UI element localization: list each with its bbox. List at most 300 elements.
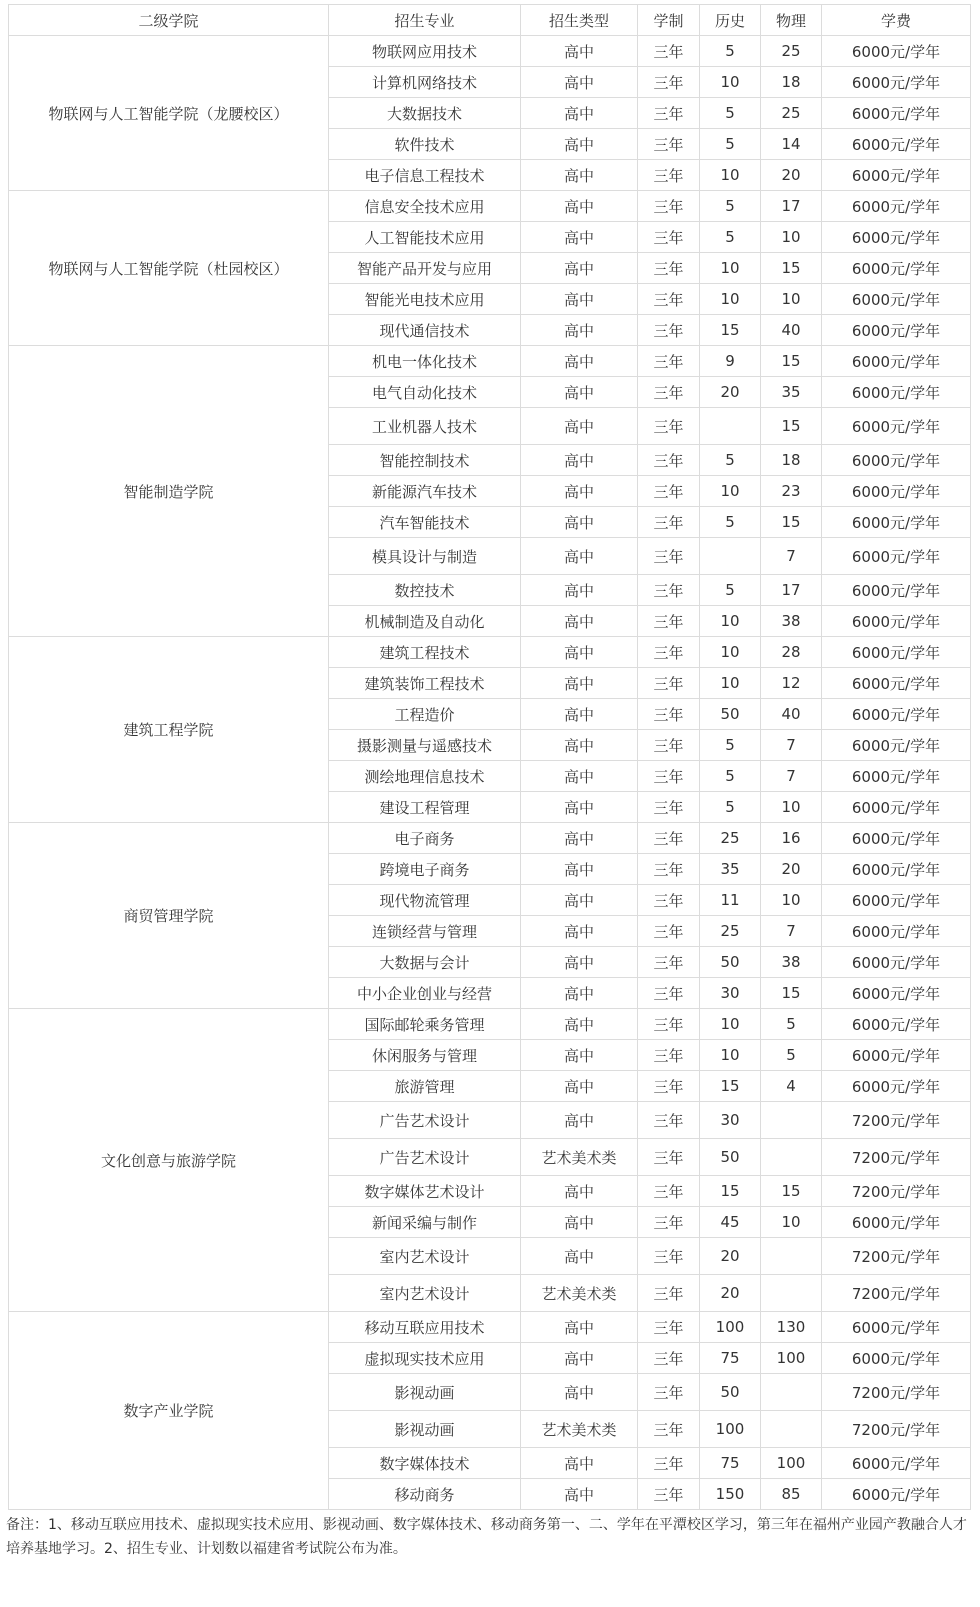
duration-cell: 三年	[638, 538, 700, 575]
tuition-cell: 6000元/学年	[822, 67, 971, 98]
duration-cell: 三年	[638, 377, 700, 408]
history-cell: 25	[700, 916, 761, 947]
history-cell: 35	[700, 854, 761, 885]
major-cell: 现代物流管理	[329, 885, 521, 916]
physics-cell: 10	[761, 792, 822, 823]
tuition-cell: 7200元/学年	[822, 1411, 971, 1448]
tuition-cell: 6000元/学年	[822, 885, 971, 916]
enroll-type-cell: 高中	[521, 916, 638, 947]
tuition-cell: 6000元/学年	[822, 606, 971, 637]
enroll-type-cell: 高中	[521, 637, 638, 668]
enroll-type-cell: 高中	[521, 222, 638, 253]
physics-cell: 4	[761, 1071, 822, 1102]
major-cell: 汽车智能技术	[329, 507, 521, 538]
duration-cell: 三年	[638, 507, 700, 538]
header-physics: 物理	[761, 5, 822, 36]
duration-cell: 三年	[638, 1071, 700, 1102]
major-cell: 电气自动化技术	[329, 377, 521, 408]
history-cell: 10	[700, 668, 761, 699]
physics-cell: 130	[761, 1312, 822, 1343]
physics-cell: 15	[761, 253, 822, 284]
duration-cell: 三年	[638, 1009, 700, 1040]
enroll-type-cell: 高中	[521, 978, 638, 1009]
duration-cell: 三年	[638, 1139, 700, 1176]
physics-cell: 18	[761, 67, 822, 98]
major-cell: 建筑工程技术	[329, 637, 521, 668]
physics-cell	[761, 1275, 822, 1312]
table-row	[9, 637, 971, 668]
enroll-type-cell: 高中	[521, 315, 638, 346]
major-cell: 数字媒体技术	[329, 1448, 521, 1479]
enroll-type-cell: 高中	[521, 1374, 638, 1411]
tuition-cell: 7200元/学年	[822, 1238, 971, 1275]
enroll-type-cell: 高中	[521, 1040, 638, 1071]
major-cell: 休闲服务与管理	[329, 1040, 521, 1071]
history-cell: 5	[700, 36, 761, 67]
tuition-cell: 6000元/学年	[822, 191, 971, 222]
duration-cell: 三年	[638, 253, 700, 284]
duration-cell: 三年	[638, 668, 700, 699]
history-cell: 10	[700, 284, 761, 315]
tuition-cell: 6000元/学年	[822, 538, 971, 575]
tuition-cell: 6000元/学年	[822, 730, 971, 761]
enroll-type-cell: 高中	[521, 98, 638, 129]
duration-cell: 三年	[638, 1479, 700, 1510]
duration-cell: 三年	[638, 67, 700, 98]
history-cell: 10	[700, 637, 761, 668]
duration-cell: 三年	[638, 36, 700, 67]
history-cell: 5	[700, 98, 761, 129]
tuition-cell: 6000元/学年	[822, 792, 971, 823]
history-cell: 5	[700, 761, 761, 792]
history-cell: 10	[700, 67, 761, 98]
major-cell: 摄影测量与遥感技术	[329, 730, 521, 761]
tuition-cell: 6000元/学年	[822, 916, 971, 947]
physics-cell: 15	[761, 346, 822, 377]
physics-cell: 20	[761, 160, 822, 191]
enroll-type-cell: 高中	[521, 346, 638, 377]
physics-cell: 35	[761, 377, 822, 408]
duration-cell: 三年	[638, 916, 700, 947]
history-cell: 15	[700, 1071, 761, 1102]
history-cell: 5	[700, 575, 761, 606]
duration-cell: 三年	[638, 575, 700, 606]
enroll-type-cell: 艺术美术类	[521, 1139, 638, 1176]
physics-cell: 5	[761, 1040, 822, 1071]
major-cell: 软件技术	[329, 129, 521, 160]
history-cell: 5	[700, 191, 761, 222]
table-row	[9, 1312, 971, 1343]
major-cell: 旅游管理	[329, 1071, 521, 1102]
history-cell: 9	[700, 346, 761, 377]
tuition-cell: 6000元/学年	[822, 129, 971, 160]
major-cell: 人工智能技术应用	[329, 222, 521, 253]
history-cell: 20	[700, 1238, 761, 1275]
college-cell: 文化创意与旅游学院	[9, 1009, 329, 1312]
enroll-type-cell: 高中	[521, 1448, 638, 1479]
major-cell: 电子商务	[329, 823, 521, 854]
major-cell: 室内艺术设计	[329, 1275, 521, 1312]
duration-cell: 三年	[638, 730, 700, 761]
enroll-type-cell: 高中	[521, 575, 638, 606]
college-cell: 数字产业学院	[9, 1312, 329, 1510]
enroll-type-cell: 高中	[521, 377, 638, 408]
header-enroll-type: 招生类型	[521, 5, 638, 36]
major-cell: 建筑装饰工程技术	[329, 668, 521, 699]
enroll-type-cell: 高中	[521, 191, 638, 222]
history-cell: 30	[700, 978, 761, 1009]
tuition-cell: 6000元/学年	[822, 1040, 971, 1071]
enroll-type-cell: 高中	[521, 823, 638, 854]
enroll-type-cell: 高中	[521, 947, 638, 978]
major-cell: 物联网应用技术	[329, 36, 521, 67]
major-cell: 电子信息工程技术	[329, 160, 521, 191]
physics-cell: 20	[761, 854, 822, 885]
enroll-type-cell: 高中	[521, 606, 638, 637]
duration-cell: 三年	[638, 1411, 700, 1448]
physics-cell: 100	[761, 1343, 822, 1374]
tuition-cell: 6000元/学年	[822, 699, 971, 730]
history-cell: 5	[700, 792, 761, 823]
physics-cell	[761, 1411, 822, 1448]
major-cell: 智能产品开发与应用	[329, 253, 521, 284]
enroll-type-cell: 高中	[521, 538, 638, 575]
duration-cell: 三年	[638, 606, 700, 637]
history-cell: 50	[700, 1374, 761, 1411]
tuition-cell: 6000元/学年	[822, 160, 971, 191]
duration-cell: 三年	[638, 1374, 700, 1411]
tuition-cell: 6000元/学年	[822, 1312, 971, 1343]
tuition-cell: 6000元/学年	[822, 346, 971, 377]
physics-cell: 25	[761, 98, 822, 129]
enroll-type-cell: 艺术美术类	[521, 1411, 638, 1448]
history-cell: 10	[700, 476, 761, 507]
tuition-cell: 6000元/学年	[822, 761, 971, 792]
tuition-cell: 6000元/学年	[822, 476, 971, 507]
enroll-type-cell: 高中	[521, 1312, 638, 1343]
physics-cell: 15	[761, 978, 822, 1009]
major-cell: 数控技术	[329, 575, 521, 606]
enroll-type-cell: 高中	[521, 284, 638, 315]
history-cell: 75	[700, 1448, 761, 1479]
enroll-type-cell: 高中	[521, 36, 638, 67]
duration-cell: 三年	[638, 1102, 700, 1139]
tuition-cell: 6000元/学年	[822, 1343, 971, 1374]
table-row	[9, 1009, 971, 1040]
physics-cell: 7	[761, 730, 822, 761]
table-row	[9, 191, 971, 222]
duration-cell: 三年	[638, 445, 700, 476]
table-row	[9, 346, 971, 377]
college-cell: 商贸管理学院	[9, 823, 329, 1009]
physics-cell: 15	[761, 507, 822, 538]
tuition-cell: 6000元/学年	[822, 854, 971, 885]
history-cell: 75	[700, 1343, 761, 1374]
table-body	[9, 36, 971, 1510]
header-history: 历史	[700, 5, 761, 36]
history-cell: 5	[700, 222, 761, 253]
physics-cell: 10	[761, 222, 822, 253]
history-cell: 20	[700, 377, 761, 408]
history-cell: 10	[700, 1009, 761, 1040]
enroll-type-cell: 高中	[521, 668, 638, 699]
table-row	[9, 36, 971, 67]
physics-cell: 10	[761, 885, 822, 916]
major-cell: 新能源汽车技术	[329, 476, 521, 507]
tuition-cell: 6000元/学年	[822, 637, 971, 668]
history-cell: 100	[700, 1312, 761, 1343]
physics-cell: 17	[761, 575, 822, 606]
tuition-cell: 7200元/学年	[822, 1374, 971, 1411]
major-cell: 测绘地理信息技术	[329, 761, 521, 792]
physics-cell: 14	[761, 129, 822, 160]
history-cell: 15	[700, 315, 761, 346]
history-cell	[700, 408, 761, 445]
major-cell: 机械制造及自动化	[329, 606, 521, 637]
header-major: 招生专业	[329, 5, 521, 36]
major-cell: 虚拟现实技术应用	[329, 1343, 521, 1374]
duration-cell: 三年	[638, 222, 700, 253]
college-cell: 智能制造学院	[9, 346, 329, 637]
header-duration: 学制	[638, 5, 700, 36]
enroll-type-cell: 高中	[521, 1238, 638, 1275]
footnote: 备注：1、移动互联应用技术、虚拟现实技术应用、影视动画、数字媒体技术、移动商务第一、二、学年在平潭校区学习，第三年在福州产业园产教融合人才培养基地学习。2、招生专业、计划数以福建省考试院公布为准。	[6, 1517, 967, 1557]
major-cell: 影视动画	[329, 1374, 521, 1411]
tuition-cell: 6000元/学年	[822, 36, 971, 67]
physics-cell: 10	[761, 284, 822, 315]
enroll-type-cell: 高中	[521, 476, 638, 507]
major-cell: 信息安全技术应用	[329, 191, 521, 222]
enroll-type-cell: 高中	[521, 67, 638, 98]
physics-cell	[761, 1102, 822, 1139]
tuition-cell: 6000元/学年	[822, 823, 971, 854]
tuition-cell: 6000元/学年	[822, 947, 971, 978]
physics-cell: 38	[761, 947, 822, 978]
duration-cell: 三年	[638, 160, 700, 191]
admissions-table	[8, 4, 971, 1510]
tuition-cell: 7200元/学年	[822, 1139, 971, 1176]
tuition-cell: 6000元/学年	[822, 1009, 971, 1040]
duration-cell: 三年	[638, 408, 700, 445]
physics-cell: 12	[761, 668, 822, 699]
enroll-type-cell: 高中	[521, 699, 638, 730]
history-cell: 25	[700, 823, 761, 854]
duration-cell: 三年	[638, 1275, 700, 1312]
enroll-type-cell: 高中	[521, 854, 638, 885]
physics-cell: 28	[761, 637, 822, 668]
tuition-cell: 6000元/学年	[822, 98, 971, 129]
duration-cell: 三年	[638, 315, 700, 346]
physics-cell: 25	[761, 36, 822, 67]
history-cell: 10	[700, 606, 761, 637]
duration-cell: 三年	[638, 346, 700, 377]
major-cell: 智能控制技术	[329, 445, 521, 476]
duration-cell: 三年	[638, 947, 700, 978]
duration-cell: 三年	[638, 1176, 700, 1207]
tuition-cell: 6000元/学年	[822, 1071, 971, 1102]
enroll-type-cell: 高中	[521, 730, 638, 761]
major-cell: 大数据与会计	[329, 947, 521, 978]
major-cell: 移动互联应用技术	[329, 1312, 521, 1343]
duration-cell: 三年	[638, 284, 700, 315]
major-cell: 计算机网络技术	[329, 67, 521, 98]
physics-cell: 18	[761, 445, 822, 476]
physics-cell: 23	[761, 476, 822, 507]
college-cell: 建筑工程学院	[9, 637, 329, 823]
history-cell: 10	[700, 1040, 761, 1071]
history-cell: 50	[700, 1139, 761, 1176]
duration-cell: 三年	[638, 1312, 700, 1343]
tuition-cell: 6000元/学年	[822, 1448, 971, 1479]
history-cell: 30	[700, 1102, 761, 1139]
physics-cell: 5	[761, 1009, 822, 1040]
tuition-cell: 6000元/学年	[822, 253, 971, 284]
physics-cell	[761, 1238, 822, 1275]
tuition-cell: 6000元/学年	[822, 445, 971, 476]
history-cell: 20	[700, 1275, 761, 1312]
tuition-cell: 6000元/学年	[822, 222, 971, 253]
major-cell: 机电一体化技术	[329, 346, 521, 377]
major-cell: 大数据技术	[329, 98, 521, 129]
tuition-cell: 6000元/学年	[822, 575, 971, 606]
duration-cell: 三年	[638, 476, 700, 507]
enroll-type-cell: 高中	[521, 129, 638, 160]
duration-cell: 三年	[638, 885, 700, 916]
duration-cell: 三年	[638, 98, 700, 129]
tuition-cell: 7200元/学年	[822, 1102, 971, 1139]
duration-cell: 三年	[638, 1207, 700, 1238]
duration-cell: 三年	[638, 978, 700, 1009]
enroll-type-cell: 高中	[521, 885, 638, 916]
tuition-cell: 6000元/学年	[822, 377, 971, 408]
physics-cell: 85	[761, 1479, 822, 1510]
physics-cell: 40	[761, 315, 822, 346]
enroll-type-cell: 艺术美术类	[521, 1275, 638, 1312]
duration-cell: 三年	[638, 1040, 700, 1071]
major-cell: 建设工程管理	[329, 792, 521, 823]
history-cell: 10	[700, 160, 761, 191]
major-cell: 新闻采编与制作	[329, 1207, 521, 1238]
physics-cell: 17	[761, 191, 822, 222]
duration-cell: 三年	[638, 792, 700, 823]
enroll-type-cell: 高中	[521, 507, 638, 538]
college-cell: 物联网与人工智能学院（杜园校区）	[9, 191, 329, 346]
header-tuition: 学费	[822, 5, 971, 36]
duration-cell: 三年	[638, 1448, 700, 1479]
physics-cell: 7	[761, 761, 822, 792]
duration-cell: 三年	[638, 129, 700, 160]
enroll-type-cell: 高中	[521, 1207, 638, 1238]
duration-cell: 三年	[638, 1238, 700, 1275]
duration-cell: 三年	[638, 854, 700, 885]
physics-cell: 15	[761, 1176, 822, 1207]
physics-cell: 10	[761, 1207, 822, 1238]
history-cell: 5	[700, 445, 761, 476]
major-cell: 中小企业创业与经营	[329, 978, 521, 1009]
tuition-cell: 6000元/学年	[822, 1479, 971, 1510]
major-cell: 国际邮轮乘务管理	[329, 1009, 521, 1040]
tuition-cell: 6000元/学年	[822, 1207, 971, 1238]
major-cell: 连锁经营与管理	[329, 916, 521, 947]
major-cell: 工程造价	[329, 699, 521, 730]
enroll-type-cell: 高中	[521, 1102, 638, 1139]
tuition-cell: 6000元/学年	[822, 284, 971, 315]
tuition-cell: 6000元/学年	[822, 978, 971, 1009]
history-cell	[700, 538, 761, 575]
history-cell: 11	[700, 885, 761, 916]
tuition-cell: 6000元/学年	[822, 668, 971, 699]
enroll-type-cell: 高中	[521, 408, 638, 445]
duration-cell: 三年	[638, 699, 700, 730]
history-cell: 150	[700, 1479, 761, 1510]
physics-cell: 38	[761, 606, 822, 637]
duration-cell: 三年	[638, 823, 700, 854]
major-cell: 室内艺术设计	[329, 1238, 521, 1275]
duration-cell: 三年	[638, 761, 700, 792]
history-cell: 5	[700, 507, 761, 538]
tuition-cell: 6000元/学年	[822, 507, 971, 538]
duration-cell: 三年	[638, 637, 700, 668]
tuition-cell: 7200元/学年	[822, 1275, 971, 1312]
enroll-type-cell: 高中	[521, 1009, 638, 1040]
major-cell: 模具设计与制造	[329, 538, 521, 575]
enroll-type-cell: 高中	[521, 1343, 638, 1374]
major-cell: 工业机器人技术	[329, 408, 521, 445]
physics-cell: 40	[761, 699, 822, 730]
history-cell: 100	[700, 1411, 761, 1448]
enroll-type-cell: 高中	[521, 445, 638, 476]
enroll-type-cell: 高中	[521, 1176, 638, 1207]
duration-cell: 三年	[638, 1343, 700, 1374]
enroll-type-cell: 高中	[521, 792, 638, 823]
tuition-cell: 6000元/学年	[822, 315, 971, 346]
history-cell: 5	[700, 129, 761, 160]
history-cell: 50	[700, 947, 761, 978]
physics-cell: 7	[761, 538, 822, 575]
major-cell: 广告艺术设计	[329, 1139, 521, 1176]
table-row	[9, 823, 971, 854]
physics-cell: 100	[761, 1448, 822, 1479]
history-cell: 10	[700, 253, 761, 284]
enroll-type-cell: 高中	[521, 253, 638, 284]
major-cell: 跨境电子商务	[329, 854, 521, 885]
major-cell: 数字媒体艺术设计	[329, 1176, 521, 1207]
table-header-row	[9, 5, 971, 36]
major-cell: 移动商务	[329, 1479, 521, 1510]
physics-cell: 7	[761, 916, 822, 947]
tuition-cell: 7200元/学年	[822, 1176, 971, 1207]
major-cell: 广告艺术设计	[329, 1102, 521, 1139]
history-cell: 5	[700, 730, 761, 761]
physics-cell	[761, 1374, 822, 1411]
physics-cell: 15	[761, 408, 822, 445]
major-cell: 现代通信技术	[329, 315, 521, 346]
tuition-cell: 6000元/学年	[822, 408, 971, 445]
physics-cell	[761, 1139, 822, 1176]
history-cell: 45	[700, 1207, 761, 1238]
history-cell: 15	[700, 1176, 761, 1207]
enroll-type-cell: 高中	[521, 1479, 638, 1510]
enroll-type-cell: 高中	[521, 160, 638, 191]
physics-cell: 16	[761, 823, 822, 854]
college-cell: 物联网与人工智能学院（龙腰校区）	[9, 36, 329, 191]
major-cell: 智能光电技术应用	[329, 284, 521, 315]
major-cell: 影视动画	[329, 1411, 521, 1448]
history-cell: 50	[700, 699, 761, 730]
enroll-type-cell: 高中	[521, 761, 638, 792]
duration-cell: 三年	[638, 191, 700, 222]
header-college: 二级学院	[9, 5, 329, 36]
